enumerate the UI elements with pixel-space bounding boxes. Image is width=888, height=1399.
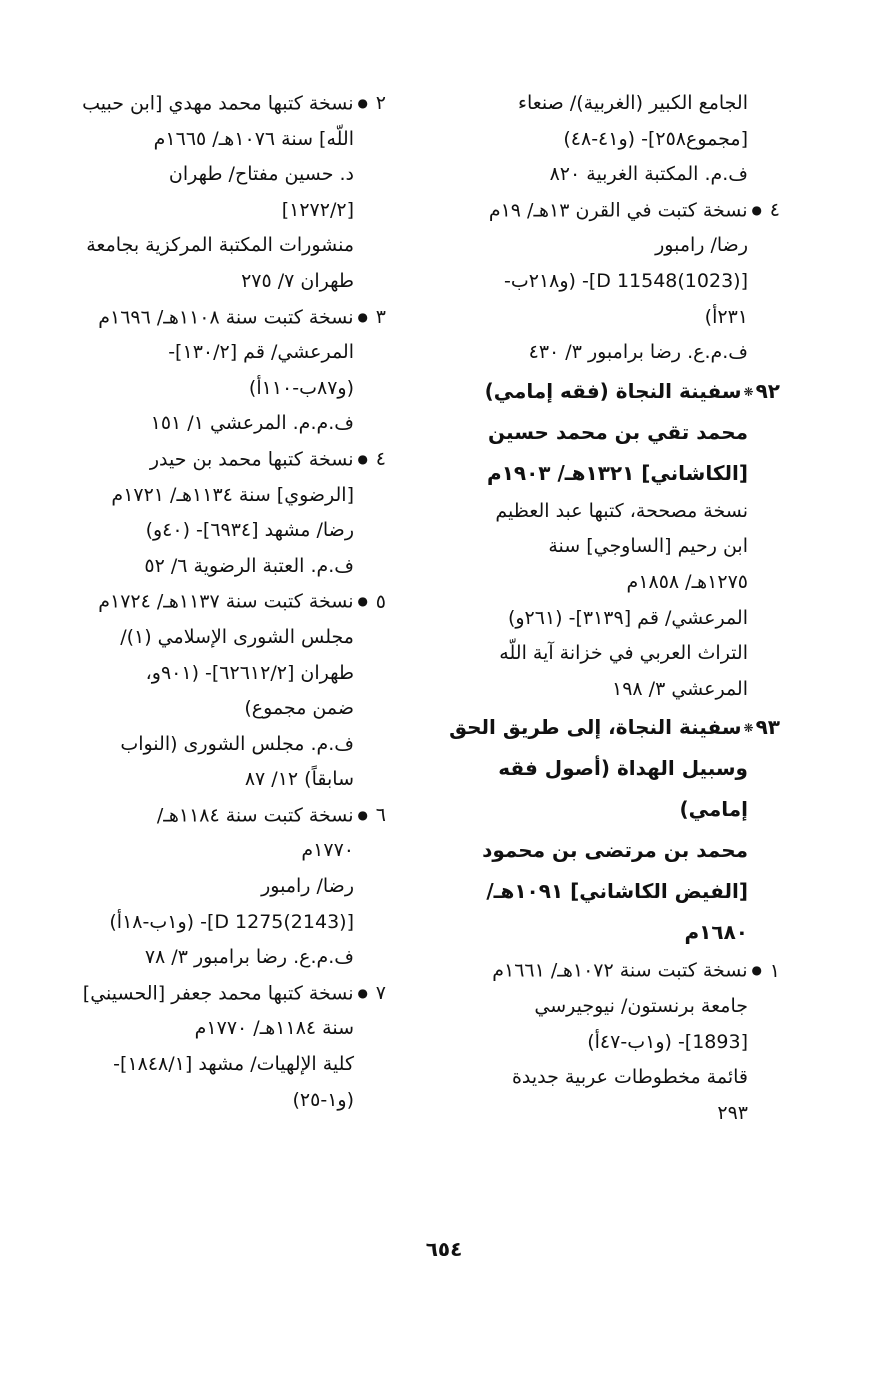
line-text: إمامي) xyxy=(679,797,748,822)
author-line xyxy=(432,871,780,912)
text-line xyxy=(40,691,386,727)
line-text: [D 1275(2143)]- (و١ب-١٨أ) xyxy=(109,910,354,933)
text-line xyxy=(40,513,386,549)
bullet-icon: ● xyxy=(357,807,368,822)
text-line xyxy=(40,620,386,656)
text-line xyxy=(432,1096,780,1132)
star-icon: ❋ xyxy=(743,721,754,736)
line-text: ابن رحيم [الساوجي] سنة xyxy=(548,535,748,558)
line-text: ٢٩٣ xyxy=(717,1101,748,1124)
text-line xyxy=(40,122,386,158)
line-text: [مجموع٢٥٨]- (و٤١-٤٨) xyxy=(563,127,748,150)
right-column xyxy=(432,86,780,1131)
line-text: المرعشي/ قم [٣١٣٩]- (٢٦١و) xyxy=(507,606,748,629)
text-line xyxy=(40,264,386,300)
copy-entry-line xyxy=(432,953,780,989)
copy-number: ٦ xyxy=(375,804,386,827)
line-text: رضا/ رامبور xyxy=(261,875,354,898)
line-text: رضا/ رامبور xyxy=(655,234,748,257)
text-line xyxy=(432,122,780,158)
line-text: الجامع الكبير (الغربية)/ صنعاء xyxy=(518,92,748,114)
bullet-icon: ● xyxy=(357,451,368,466)
line-text: اللّه] سنة ١٠٧٦هـ/ ١٦٦٥م xyxy=(153,127,354,150)
line-text: نسخة كتبها محمد بن حيدر xyxy=(149,448,354,471)
line-text: ف.م.ع. رضا برامبور ٣/ ٤٣٠ xyxy=(528,341,748,364)
line-text: نسخة كتبها محمد جعفر [الحسيني] xyxy=(82,982,354,1005)
author-line xyxy=(432,748,780,789)
copy-number: ٥ xyxy=(375,590,386,613)
line-text: المرعشي ٣/ ١٩٨ xyxy=(612,677,748,700)
copy-number: ٧ xyxy=(375,982,386,1005)
bullet-icon: ● xyxy=(751,202,762,217)
copy-entry-line xyxy=(40,442,386,478)
line-text: سابقاً) ١٢/ ٨٧ xyxy=(244,768,354,791)
line-text: سنة ١١٨٤هـ/ ١٧٧٠م xyxy=(194,1017,354,1040)
author-line xyxy=(432,912,780,953)
entry-heading-line xyxy=(432,371,780,412)
text-line xyxy=(40,833,386,869)
text-line xyxy=(40,478,386,514)
text-line xyxy=(40,228,386,264)
entry-heading-line xyxy=(432,707,780,748)
line-text: (و٨٧ب-١١٠أ) xyxy=(248,376,354,399)
copy-number: ٤ xyxy=(769,199,780,222)
text-line xyxy=(432,989,780,1025)
left-column xyxy=(40,86,386,1118)
text-line xyxy=(40,193,386,229)
text-line xyxy=(432,157,780,193)
text-line xyxy=(40,940,386,976)
line-text: نسخة كتبت سنة ١٠٧٢هـ/ ١٦٦١م xyxy=(492,959,748,982)
line-text: ١٧٧٠م xyxy=(301,839,354,862)
text-line xyxy=(40,157,386,193)
line-text: طهران ٧/ ٢٧٥ xyxy=(241,269,354,292)
line-text: رضا/ مشهد [٦٩٣٤]- (٤٠و) xyxy=(145,519,354,542)
text-line xyxy=(40,1047,386,1083)
line-text: [D 11548(1023)]- (و٢١٨ب- xyxy=(504,269,748,292)
line-text: محمد بن مرتضى بن محمود xyxy=(482,838,748,863)
line-text: د. حسين مفتاح/ طهران xyxy=(168,163,354,186)
copy-number: ٤ xyxy=(375,448,386,471)
bullet-icon: ● xyxy=(357,96,368,110)
author-line xyxy=(432,412,780,453)
entry-number: ٩٣ xyxy=(755,715,780,740)
text-line xyxy=(40,1011,386,1047)
text-line xyxy=(432,1025,780,1061)
copy-number: ١ xyxy=(769,959,780,982)
text-line xyxy=(40,371,386,407)
line-text: محمد تقي بن محمد حسين xyxy=(488,419,748,444)
text-line xyxy=(432,1060,780,1096)
line-text: منشورات المكتبة المركزية بجامعة xyxy=(86,234,354,257)
star-icon: ❋ xyxy=(743,384,754,399)
line-text: ف.م. مجلس الشورى (النواب xyxy=(120,732,354,755)
entry-number: ٩٢ xyxy=(755,378,780,403)
line-text: مجلس الشورى الإسلامي (١)/ xyxy=(120,625,354,648)
text-line xyxy=(40,1083,386,1119)
line-text: [الفيض الكاشاني] ١٠٩١هـ/ xyxy=(486,879,748,904)
line-text: [1893]- (و١ب-٤٧أ) xyxy=(587,1030,748,1053)
line-text: طهران [٦٢٦١٢/٢]- (٩٠١و، xyxy=(145,661,354,684)
line-text: [١٢٧٢/٢] xyxy=(281,198,354,221)
line-text: جامعة برنستون/ نيوجيرسي xyxy=(534,994,748,1017)
copy-entry-line xyxy=(40,584,386,620)
bullet-icon: ● xyxy=(357,985,368,1000)
line-text: المرعشي/ قم [١٣٠/٢]- xyxy=(168,341,354,364)
text-line xyxy=(432,601,780,637)
line-text: [الرضوي] سنة ١١٣٤هـ/ ١٧٢١م xyxy=(111,483,354,506)
text-line xyxy=(432,264,780,300)
line-text: نسخة كتبها محمد مهدي [ابن حبيب xyxy=(82,92,354,115)
author-line xyxy=(432,453,780,494)
text-line xyxy=(40,869,386,905)
line-text: نسخة كتبت سنة ١١٨٤هـ/ xyxy=(156,804,354,827)
text-line xyxy=(432,672,780,708)
author-line xyxy=(432,830,780,871)
text-line xyxy=(40,905,386,941)
copy-entry-line xyxy=(40,300,386,336)
text-line xyxy=(432,565,780,601)
line-text: سفينة النجاة، إلى طريق الحق xyxy=(449,715,742,740)
line-text: ف.م.ع. رضا برامبور ٣/ ٧٨ xyxy=(144,946,354,969)
text-line xyxy=(40,406,386,442)
bullet-icon: ● xyxy=(357,309,368,324)
bullet-icon: ● xyxy=(357,594,368,609)
line-text: ٢٣١أ) xyxy=(704,305,748,328)
line-text: وسبيل الهداة (أصول فقه xyxy=(498,756,748,781)
line-text: سفينة النجاة (فقه إمامي) xyxy=(484,378,742,403)
text-line xyxy=(40,656,386,692)
line-text: التراث العربي في خزانة آية اللّه xyxy=(499,642,748,665)
copy-entry-line xyxy=(40,86,386,122)
line-text: (و١-٢٥) xyxy=(292,1088,354,1111)
copy-number: ٢ xyxy=(375,92,386,115)
copy-entry-line xyxy=(432,193,780,229)
line-text: قائمة مخطوطات عربية جديدة xyxy=(511,1066,748,1089)
text-line xyxy=(432,636,780,672)
author-line xyxy=(432,789,780,830)
line-text: ١٦٨٠م xyxy=(684,920,748,945)
line-text: نسخة كتبت سنة ١١٠٨هـ/ ١٦٩٦م xyxy=(98,305,354,328)
line-text: ف.م. العتبة الرضوية ٦/ ٥٢ xyxy=(144,554,354,577)
text-line xyxy=(432,300,780,336)
line-text: كلية الإلهيات/ مشهد [١٨٤٨/١]- xyxy=(113,1053,354,1076)
line-text: نسخة كتبت سنة ١١٣٧هـ/ ١٧٢٤م xyxy=(98,590,354,613)
line-text: نسخة مصححة، كتبها عبد العظيم xyxy=(495,499,748,522)
text-line xyxy=(40,549,386,585)
text-line xyxy=(40,727,386,763)
text-line xyxy=(432,494,780,530)
line-text: ضمن مجموع) xyxy=(244,697,354,720)
line-text: [الكاشاني] ١٣٢١هـ/ ١٩٠٣م xyxy=(487,460,748,485)
text-line xyxy=(432,86,780,122)
text-line xyxy=(40,335,386,371)
text-line xyxy=(40,762,386,798)
copy-entry-line xyxy=(40,798,386,834)
copy-number: ٣ xyxy=(375,305,386,328)
line-text: ١٢٧٥هـ/ ١٨٥٨م xyxy=(626,570,748,593)
copy-entry-line xyxy=(40,976,386,1012)
text-line xyxy=(432,228,780,264)
text-line xyxy=(432,335,780,371)
bullet-icon: ● xyxy=(751,963,762,978)
text-line xyxy=(432,529,780,565)
line-text: ف.م. المكتبة الغربية ٨٢٠ xyxy=(549,163,748,186)
page-number: ٦٥٤ xyxy=(425,1237,463,1261)
line-text: ف.م.م. المرعشي ١/ ١٥١ xyxy=(150,412,354,435)
line-text: نسخة كتبت في القرن ١٣هـ/ ١٩م xyxy=(488,199,748,222)
